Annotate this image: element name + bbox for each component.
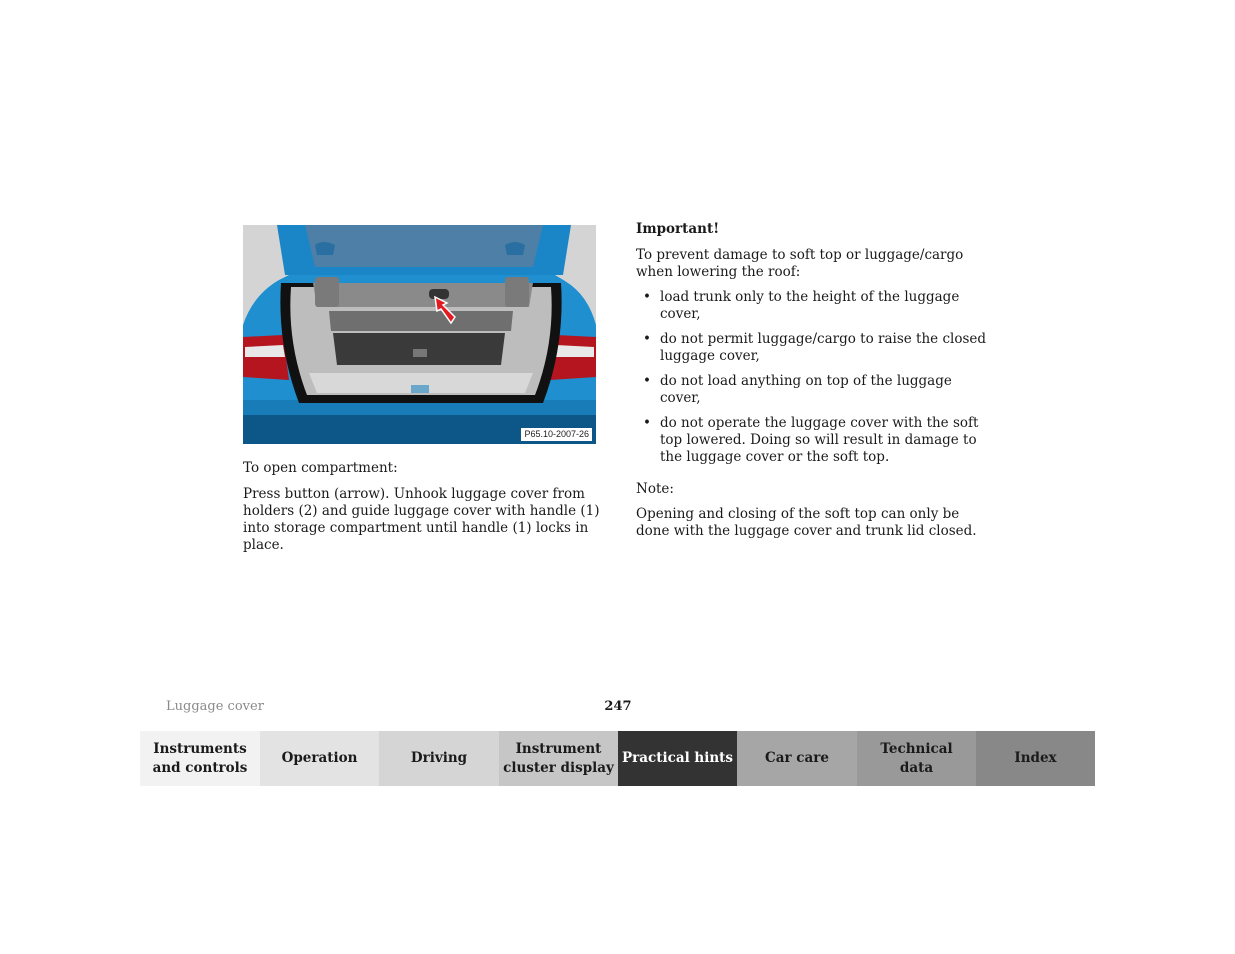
list-item: [636, 373, 986, 407]
tab-practical-hints[interactable]: [618, 731, 737, 786]
chapter-tab-bar: [140, 731, 1095, 786]
important-intro: To prevent damage to soft top or luggage/cargo when lowering the roof:: [636, 247, 964, 280]
tab-label: Index: [1014, 750, 1057, 766]
right-column: [636, 221, 986, 548]
tab-label: Technical data: [880, 740, 953, 776]
tab-label: Practical hints: [622, 750, 733, 766]
trunk-drawing: [243, 225, 596, 444]
list-item: [636, 289, 986, 323]
tab-technical-data[interactable]: [857, 731, 976, 786]
list-item-text: do not permit luggage/cargo to raise the closed luggage cover,: [660, 331, 987, 364]
list-item-text: do not operate the luggage cover with the soft top lowered. Doing so will result in damage to the luggage cover or the soft top.: [660, 415, 979, 465]
bullet-icon: •: [643, 373, 651, 389]
list-item-text: do not load anything on top of the luggage cover,: [660, 373, 952, 406]
tab-car-care[interactable]: [737, 731, 857, 786]
list-item-text: load trunk only to the height of the luggage cover,: [660, 289, 960, 322]
tab-operation[interactable]: [260, 731, 379, 786]
tab-index[interactable]: [976, 731, 1095, 786]
tab-label: Driving: [410, 750, 468, 766]
left-column: [243, 460, 603, 563]
tab-label: Instruments and controls: [152, 740, 248, 776]
note-label: Note:: [636, 481, 674, 497]
open-compartment-intro: To open compartment:: [243, 460, 398, 476]
bullet-icon: •: [643, 415, 651, 431]
bullet-icon: •: [643, 331, 651, 347]
footer-section-title: Luggage cover: [166, 699, 264, 714]
trunk-illustration: [243, 225, 596, 444]
page-number: 247: [604, 699, 632, 714]
open-compartment-instructions: Press button (arrow). Unhook luggage cover from holders (2) and guide luggage cover with handle (1) into storage compartment until handle (1) locks in place.: [243, 486, 600, 553]
precautions-list: [636, 289, 986, 466]
tab-label: Operation: [281, 750, 358, 766]
tab-instruments-and-controls[interactable]: [140, 731, 260, 786]
tab-label: Instrument cluster display: [503, 740, 614, 776]
list-item: [636, 415, 986, 466]
important-heading: Important!: [636, 221, 720, 237]
figure-code: P65.10-2007-26: [521, 428, 592, 441]
list-item: [636, 331, 986, 365]
note-text: Opening and closing of the soft top can only be done with the luggage cover and trunk lid closed.: [636, 506, 977, 539]
tab-instrument-cluster-display[interactable]: [499, 731, 618, 786]
bullet-icon: •: [643, 289, 651, 305]
tab-label: Car care: [765, 750, 829, 766]
tab-driving[interactable]: [379, 731, 499, 786]
